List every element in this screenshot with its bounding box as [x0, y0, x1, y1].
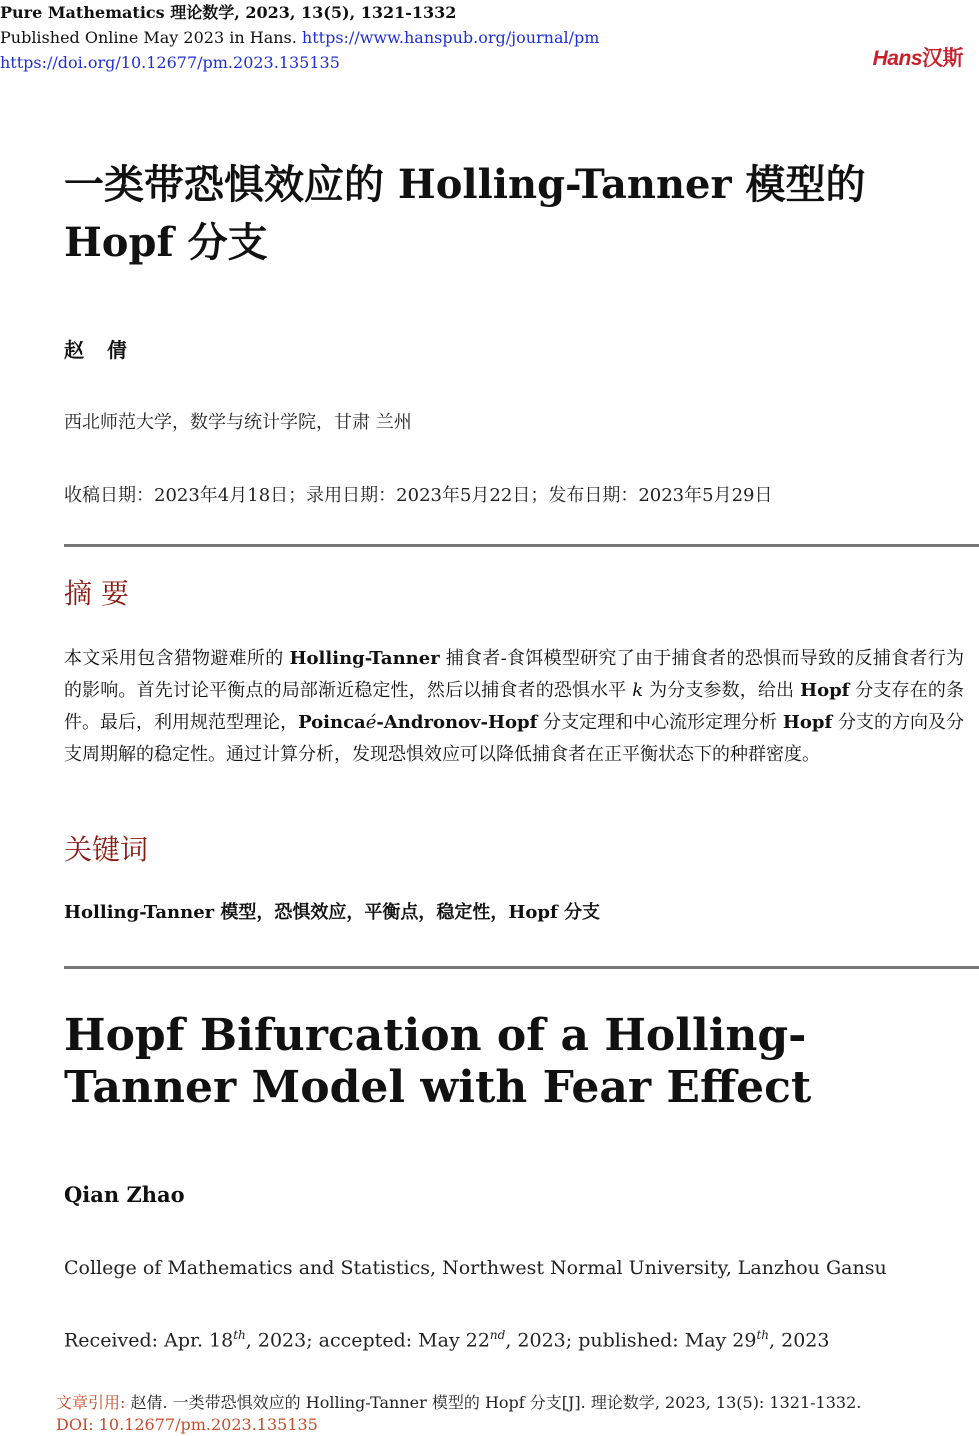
affiliation-cn: 西北师范大学，数学与统计学院，甘肃 兰州 [64, 412, 412, 433]
date-suffix: th [233, 1328, 246, 1342]
logo-cn: 汉斯 [922, 47, 963, 70]
abstract-bold: Hopf [800, 680, 850, 701]
received-date: Received: Apr. 18 [64, 1329, 234, 1352]
citation-doi[interactable]: DOI: 10.12677/pm.2023.135135 [56, 1415, 318, 1434]
title-en: Hopf Bifurcation of a Holling-Tanner Model with Fear Effect [64, 1010, 812, 1113]
author-en: Qian Zhao [64, 1182, 185, 1207]
divider-bottom [64, 966, 979, 969]
logo-latin: Hans [872, 47, 922, 70]
divider-top [64, 544, 979, 547]
doi-line [0, 50, 979, 75]
date-tail: , 2023 [769, 1329, 830, 1352]
abstract-bold: Holling-Tanner [289, 648, 440, 669]
accepted-date: , 2023; accepted: May 22 [245, 1329, 490, 1352]
affiliation-en: College of Mathematics and Statistics, Northwest Normal University, Lanzhou Gansu [64, 1257, 887, 1279]
journal-link[interactable]: https://www.hanspub.org/journal/pm [301, 28, 600, 47]
abstract-part: 分支的方向及分支周期解的稳定性。通过计算分析，发现恐惧效应可以降低捕食者在正平衡状态下的种群密度。 [64, 712, 964, 765]
abstract-bold-part: -Andronov-Hopf [376, 712, 538, 733]
abstract-heading: 摘 要 [64, 577, 129, 610]
date-suffix: nd [489, 1328, 506, 1342]
citation-footer [56, 1392, 861, 1436]
abstract-part: 分支存在的条件。最后，利用规范型理论， [64, 680, 964, 733]
abstract-part: 分支定理和中心流形定理分析 [537, 712, 783, 733]
abstract-bold-accent: é [365, 712, 377, 733]
page-header [0, 0, 979, 75]
keywords-heading: 关键词 [64, 833, 149, 866]
title-cn: 一类带恐惧效应的 Holling-Tanner 模型的 Hopf 分支 [64, 161, 866, 266]
abstract-part: 为分支参数，给出 [643, 680, 801, 701]
date-suffix: th [756, 1328, 770, 1342]
published-text: Published Online May 2023 in Hans. [0, 28, 297, 47]
doi-link[interactable]: https://doi.org/10.12677/pm.2023.135135 [0, 53, 340, 72]
abstract-bold-part: Poinca [298, 712, 366, 733]
citation-text: 赵倩. 一类带恐惧效应的 Holling-Tanner 模型的 Hopf 分支[J]. 理论数学, 2023, 13(5): 1321-1332. [125, 1393, 862, 1412]
abstract-bold [298, 712, 537, 733]
citation-line [56, 1392, 861, 1414]
keywords-text: Holling-Tanner 模型，恐惧效应，平衡点，稳定性，Hopf 分支 [64, 902, 601, 923]
published-line [0, 25, 979, 50]
published-date: , 2023; published: May 29 [505, 1329, 757, 1352]
abstract-text [64, 643, 964, 771]
abstract-variable: k [632, 680, 644, 701]
hans-logo [873, 42, 963, 72]
abstract-bold: Hopf [782, 712, 833, 733]
journal-line: Pure Mathematics 理论数学, 2023, 13(5), 1321-1332 [0, 3, 457, 22]
author-cn: 赵 倩 [64, 338, 135, 362]
abstract-part: 本文采用包含猎物避难所的 [64, 648, 290, 669]
dates-cn: 收稿日期：2023年4月18日；录用日期：2023年5月22日；发布日期：2023年5月29日 [64, 485, 773, 506]
citation-label: 文章引用: [56, 1393, 126, 1412]
dates-en [64, 1328, 829, 1351]
abstract-part: 捕食者-食饵模型研究了由于捕食者的恐惧而导致的反捕食者行为的影响。首先讨论平衡点的局部渐近稳定性，然后以捕食者的恐惧水平 [64, 648, 964, 701]
